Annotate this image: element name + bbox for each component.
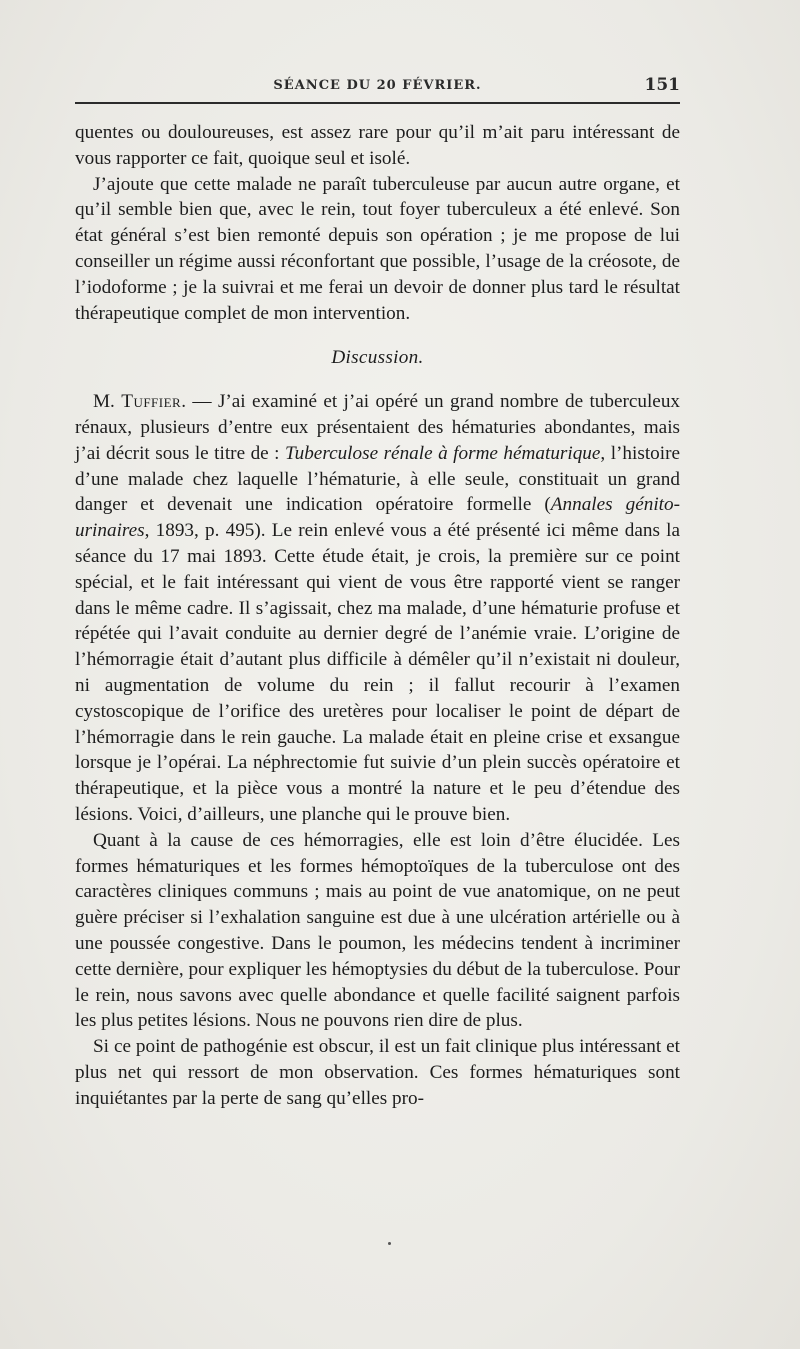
speaker-name: Tuffier xyxy=(121,391,182,413)
page-number: 151 xyxy=(644,75,680,95)
speaker-dash: . — xyxy=(181,391,218,413)
print-speck xyxy=(388,1242,391,1245)
tuffier-text-1: J’ai examiné et j’ai opéré un grand nombre de tuberculeux rénaux, plusieurs d’entre eux présentaient des hématuries abondantes, mais j’ai décrit sous le titre de : xyxy=(75,391,681,464)
tuffier-text-3: , 1893, p. 495). Le rein enlevé vous a été présenté ici même dans la séance du 17 mai 1893. Cette étude était, je crois, la première sur ce point spécial, et le fait intéressant qui vient de vous être rapporté vient se ranger dans le même cadre. Il s’agissait, chez ma malade, d’une hématurie profuse et répétée qui l’avait conduite au dernier degré de l’anémie vraie. L’origine de l’hémorragie était d’autant plus difficile à démêler qu’il n’existait ni douleur, ni augmentation de volume du rein ; il fallut recourir à l’examen cystoscopique de l’orifice des uretères pour localiser le point de départ de l’hémorragie dans le rein gauche. La malade était en pleine crise et exsangue lorsque je l’opérai. La néphrectomie fut suivie d’un plein succès opératoire et thérapeutique, et la pièce vous a montré la nature et le peu d’étendue des lésions. Voici, d’ailleurs, une planche qui le prouve bien. xyxy=(75,520,680,825)
speaker-prefix: M. xyxy=(93,391,122,413)
paragraph-pathogenie: Si ce point de pathogénie est obscur, il est un fait clinique plus intéressant et plus net qui ressort de mon observation. Ces formes hématuriques sont inquiétantes par la perte de sang qu’elles pro- xyxy=(75,1036,680,1109)
paragraph-ajoute: J’ajoute que cette malade ne paraît tuberculeuse par aucun autre organe, et qu’il semble bien que, avec le rein, tout foyer tuberculeux a été enlevé. Son état général s’est bien remonté depuis son opération ; je me propose de lui conseiller un régime aussi réconfortant que possible, l’usage de la créosote, de l’iodoforme ; je la suivrai et me ferai un devoir de donner plus tard le résultat thérapeutique complet de mon intervention. xyxy=(75,173,680,324)
italic-title: Tuberculose rénale à forme hématurique xyxy=(285,442,601,464)
italic-journal: Annales génito-urinaires xyxy=(75,494,680,542)
tuffier-text-2: , l’histoire d’une malade chez laquelle l’hématurie, à elle seule, constituait un grand danger et devenait une indication opératoire formelle ( xyxy=(75,442,680,516)
paragraph-cause: Quant à la cause de ces hémorragies, elle est loin d’être élucidée. Les formes hématuriques et les formes hémoptoïques de la tuberculose ont des caractères cliniques communs ; mais au point de vue anatomique, on ne peut guère préciser si l’exhalation sanguine est due à une ulcération artérielle ou à une poussée congestive. Dans le poumon, les médecins tendent à incriminer cette dernière, pour expliquer les hémoptysies du début de la tuberculose. Pour le rein, nous savons avec quelle abondance et quelle facilité saignent parfois les plus petites lésions. Nous ne pouvons rien dire de plus. xyxy=(75,829,680,1032)
body-text xyxy=(75,120,680,1111)
section-title-discussion: Discussion. xyxy=(331,347,424,369)
paragraph-tuffier xyxy=(75,389,680,828)
paragraph-continuation: quentes ou douloureuses, est assez rare pour qu’il m’ait paru intéressant de vous rapporter ce fait, quoique seul et isolé. xyxy=(75,122,680,169)
header-rule xyxy=(75,102,680,104)
running-head: SÉANCE DU 20 FÉVRIER. xyxy=(273,78,482,93)
page-header xyxy=(75,72,680,100)
